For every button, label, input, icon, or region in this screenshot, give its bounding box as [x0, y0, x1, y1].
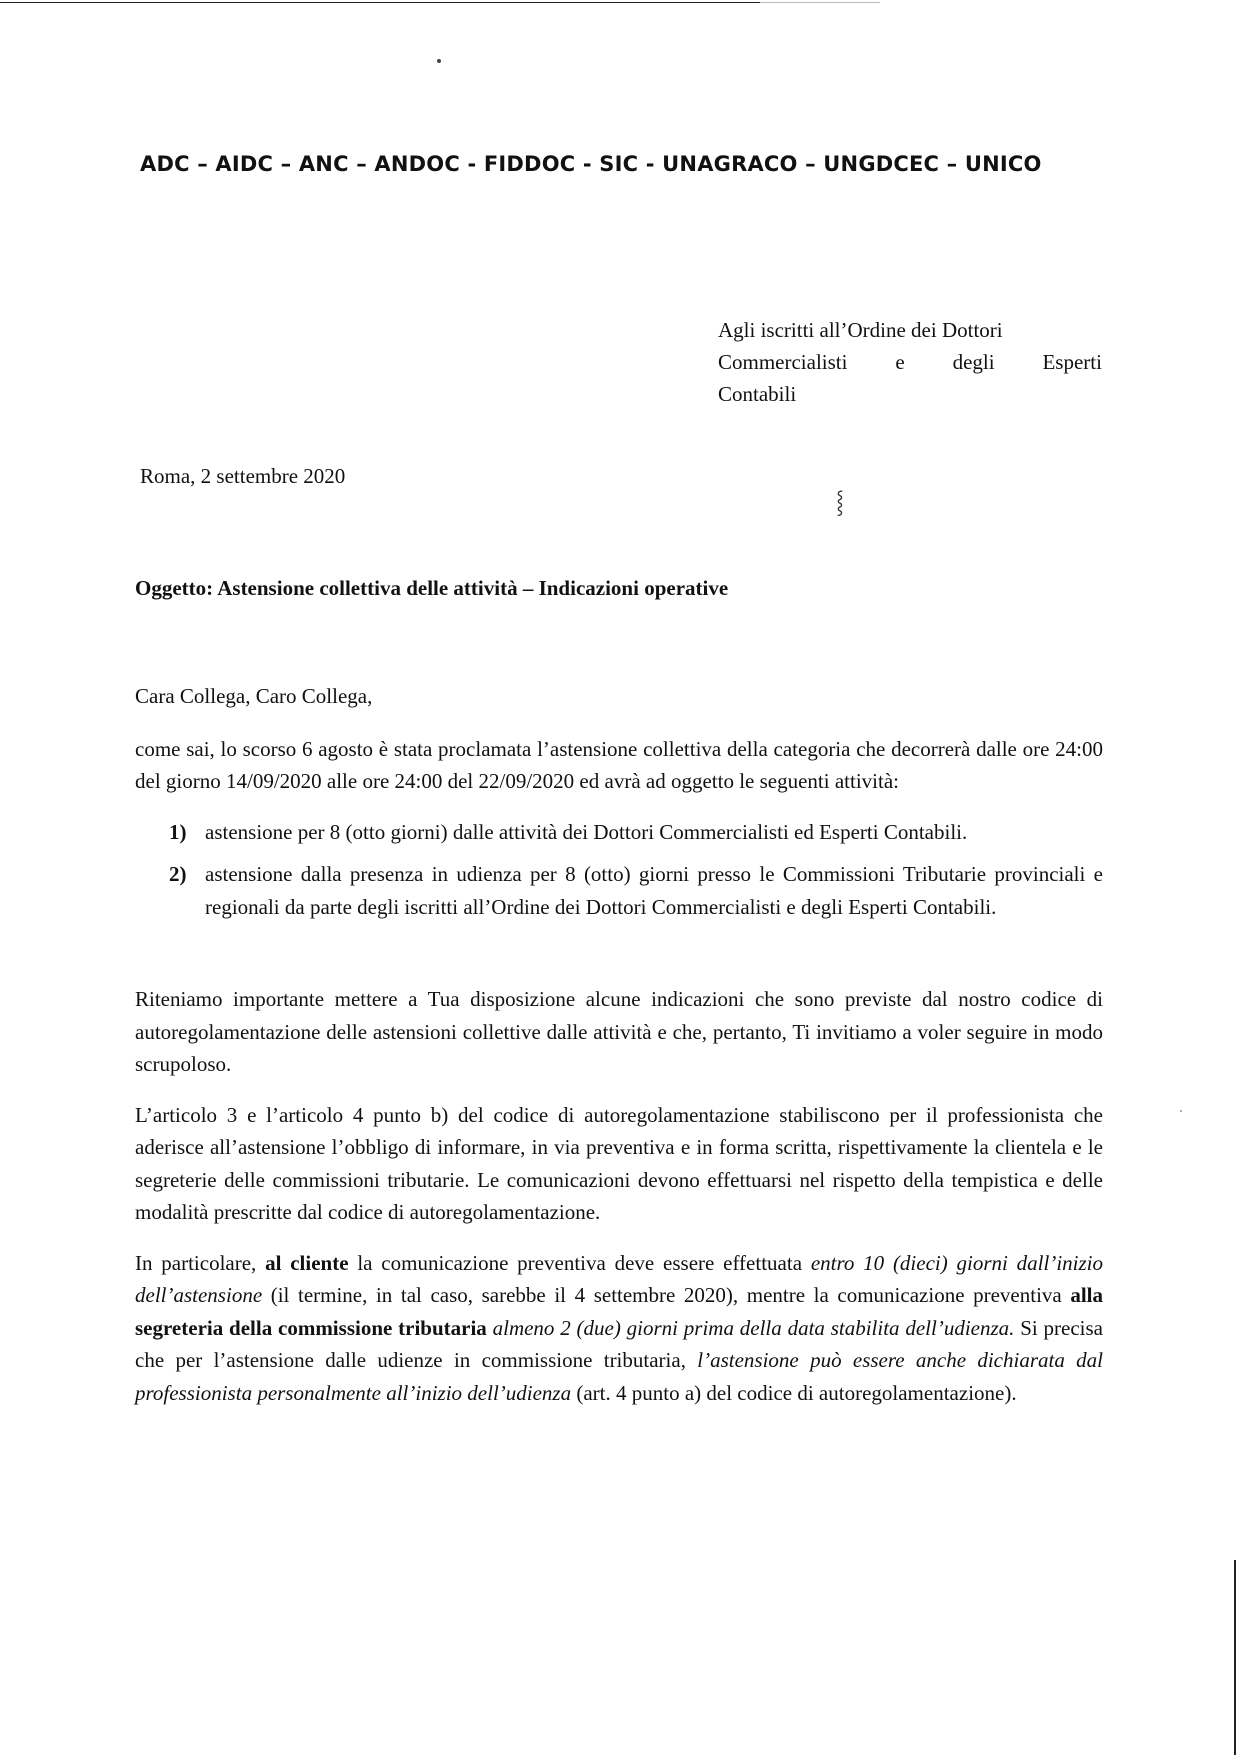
text-run: Si precisa che per l’astensione dalle udienze in commissione tributaria,	[135, 1315, 1104, 1372]
letter-body	[135, 680, 1103, 1427]
scan-speck	[437, 59, 441, 63]
list-item	[169, 816, 1103, 849]
text-run-bold: al cliente	[265, 1250, 349, 1275]
scan-border-top-faint	[760, 2, 880, 3]
recipient-word: Esperti	[1042, 350, 1102, 374]
recipient-line-1: Agli iscritti all’Ordine dei Dottori	[718, 318, 1003, 342]
paragraph-details	[135, 1247, 1103, 1410]
text-run: (il termine, in tal caso, sarebbe il 4 settembre 2020), mentre la comunicazione preventiva	[262, 1283, 1071, 1307]
list-number: 2)	[169, 862, 187, 886]
scan-speck	[1180, 1110, 1182, 1112]
list-number: 1)	[169, 819, 187, 844]
scan-border-right	[1234, 1560, 1236, 1755]
text-run-italic: l’astensione può essere anche dichiarata dal professionista personalmente all’inizio dell’udienza	[135, 1348, 1103, 1405]
recipient-line-2	[718, 346, 1102, 378]
scan-border-top	[0, 2, 760, 3]
recipient-word: e	[895, 350, 905, 374]
letter-subject: Oggetto: Astensione collettiva delle attività – Indicazioni operative	[135, 576, 729, 600]
paragraph-articles: L’articolo 3 e l’articolo 4 punto b) del codice di autoregolamentazione stabiliscono per il professionista che aderisce all’astensione l’obbligo di informare, in via preventiva e in forma scritta, rispettivamente la clientela e le segreterie delle commissioni tributarie. Le comunicazioni devono effettuarsi nel rispetto della tempistica e delle modalità prescritte dal codice di autoregolamentazione.	[135, 1102, 1103, 1224]
text-run-italic: almeno 2 (due) giorni prima della data stabilita dell’udienza.	[492, 1315, 1015, 1340]
salutation: Cara Collega, Caro Collega,	[135, 684, 373, 708]
scan-mark: ⸾	[836, 489, 844, 514]
recipient-word: degli	[952, 350, 995, 374]
list-item	[169, 858, 1103, 923]
text-run: In particolare,	[135, 1250, 266, 1275]
text-run: la comunicazione preventiva deve essere effettuata	[348, 1250, 811, 1275]
text-run-bold: alla segreteria della commissione tributaria	[135, 1283, 1103, 1340]
list-text: astensione dalla presenza in udienza per 8 (otto) giorni presso le Commissioni Tributarie provinciali e regionali da parte degli iscritti all’Ordine dei Dottori Commercialisti e degli Esperti Contabili.	[205, 862, 1103, 919]
text-run: (art. 4 punto a) del codice di autoregolamentazione).	[571, 1380, 1017, 1405]
recipient-word: Commercialisti	[718, 350, 848, 374]
letter-date: Roma, 2 settembre 2020	[140, 464, 346, 488]
text-run-italic: entro 10 (dieci) giorni dall’inizio dell’astensione	[135, 1250, 1103, 1307]
paragraph-indications: Riteniamo importante mettere a Tua disposizione alcune indicazioni che sono previste dal nostro codice di autoregolamentazione delle astensioni collettive dalle attività e che, pertanto, Ti invitiamo a voler seguire in modo scrupoloso.	[135, 987, 1103, 1076]
associations-header: ADC – AIDC – ANC – ANDOC - FIDDOC - SIC - UNAGRACO – UNGDCEC – UNICO	[140, 152, 1042, 176]
activity-list	[169, 816, 1103, 924]
intro-paragraph: come sai, lo scorso 6 agosto è stata proclamata l’astensione collettiva della categoria che decorrerà dalle ore 24:00 del giorno 14/09/2020 alle ore 24:00 del 22/09/2020 ed avrà ad oggetto le seguenti attività:	[135, 736, 1103, 793]
recipient-block	[718, 314, 1102, 410]
list-text: astensione per 8 (otto giorni) dalle attività dei Dottori Commercialisti ed Esperti Contabili.	[205, 819, 968, 844]
recipient-line-3: Contabili	[718, 382, 797, 406]
